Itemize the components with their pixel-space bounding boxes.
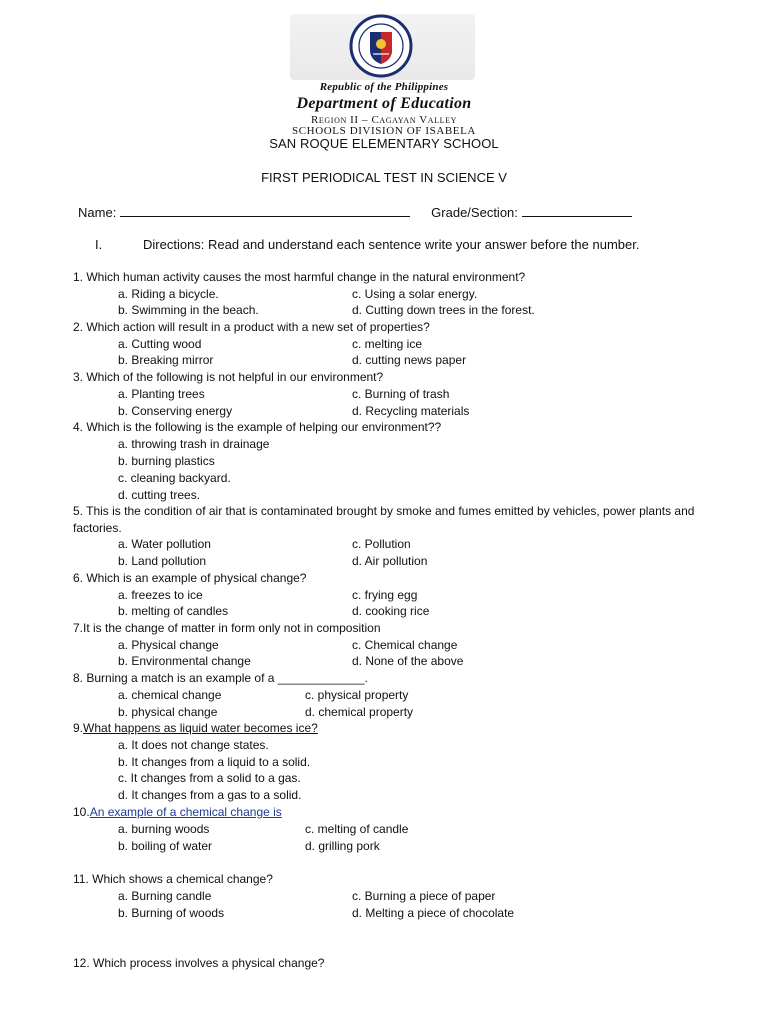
option: d. cutting trees. — [118, 488, 201, 502]
region-line: Region II – Cagayan Valley — [311, 114, 457, 126]
option: d. Melting a piece of chocolate — [352, 906, 515, 920]
school-name: SAN ROQUE ELEMENTARY SCHOOL — [269, 136, 499, 151]
option: d. cooking rice — [352, 604, 430, 618]
question-7: 7.It is the change of matter in form only not in composition — [73, 621, 381, 635]
question-9 — [73, 721, 318, 735]
question-9-text: What happens as liquid water becomes ice? — [83, 721, 318, 735]
question-8: 8. Burning a match is an example of a _____________. — [73, 671, 368, 685]
question-number: 9. — [73, 721, 84, 735]
test-title: FIRST PERIODICAL TEST IN SCIENCE V — [261, 170, 507, 185]
option: b. physical change — [118, 705, 218, 719]
option: a. It does not change states. — [118, 738, 269, 752]
deped-seal-icon — [333, 14, 429, 78]
option: b. Land pollution — [118, 554, 207, 568]
option: d. cutting news paper — [352, 353, 467, 367]
question-2: 2. Which action will result in a product with a new set of properties? — [73, 320, 430, 334]
division-line: SCHOOLS DIVISION OF ISABELA — [292, 125, 476, 137]
option: b. It changes from a liquid to a solid. — [118, 755, 311, 769]
option: d. Recycling materials — [352, 404, 470, 418]
question-12: 12. Which process involves a physical change? — [73, 956, 325, 970]
republic-line: Republic of the Philippines — [319, 81, 449, 93]
option: a. Physical change — [118, 638, 219, 652]
option: c. Burning of trash — [352, 387, 450, 401]
option: d. grilling pork — [305, 839, 380, 853]
question-1: 1. Which human activity causes the most harmful change in the natural environment? — [73, 270, 526, 284]
name-blank[interactable] — [120, 204, 410, 217]
option: b. burning plastics — [118, 454, 215, 468]
question-3: 3. Which of the following is not helpful in our environment? — [73, 370, 384, 384]
question-10-link[interactable]: An example of a chemical change is — [89, 805, 282, 819]
grade-blank[interactable] — [522, 204, 632, 217]
directions-text: Directions: Read and understand each sentence write your answer before the number. — [143, 237, 640, 252]
option: c. Burning a piece of paper — [352, 889, 496, 903]
option: a. Riding a bicycle. — [118, 287, 219, 301]
option: a. chemical change — [118, 688, 222, 702]
option: b. Environmental change — [118, 654, 251, 668]
grade-label: Grade/Section — [431, 205, 515, 220]
option: d. None of the above — [352, 654, 464, 668]
directions — [95, 237, 639, 252]
option: d. Air pollution — [352, 554, 428, 568]
option: c. Using a solar energy. — [352, 287, 478, 301]
option: c. melting of candle — [305, 822, 409, 836]
option: c. cleaning backyard. — [118, 471, 231, 485]
option: d. Cutting down trees in the forest. — [352, 303, 535, 317]
option: a. throwing trash in drainage — [118, 437, 270, 451]
option: a. Water pollution — [118, 537, 211, 551]
option: a. freezes to ice — [118, 588, 203, 602]
name-grade-row: Name: Grade/Section: — [78, 204, 632, 220]
option: b. Breaking mirror — [118, 353, 214, 367]
section-roman: I. — [95, 237, 103, 252]
question-5-continued: factories. — [73, 521, 122, 535]
option: a. burning woods — [118, 822, 210, 836]
question-11: 11. Which shows a chemical change? — [73, 872, 273, 886]
name-label: Name — [78, 205, 113, 220]
option: b. Swimming in the beach. — [118, 303, 259, 317]
option: c. Pollution — [352, 537, 411, 551]
option: c. It changes from a solid to a gas. — [118, 771, 301, 785]
option: b. melting of candles — [118, 604, 229, 618]
option: c. physical property — [305, 688, 409, 702]
option: a. Planting trees — [118, 387, 205, 401]
department-title: Department of Education — [296, 95, 472, 112]
option: c. Chemical change — [352, 638, 458, 652]
option: d. It changes from a gas to a solid. — [118, 788, 302, 802]
question-5: 5. This is the condition of air that is contaminated brought by smoke and fumes emitted by vehicles, power plants and — [73, 504, 695, 518]
question-number: 10. — [73, 805, 90, 819]
question-4: 4. Which is the following is the example of helping our environment?? — [73, 420, 442, 434]
option: a. Cutting wood — [118, 337, 202, 351]
option: c. frying egg — [352, 588, 418, 602]
option: b. Burning of woods — [118, 906, 225, 920]
option: b. Conserving energy — [118, 404, 233, 418]
option: a. Burning candle — [118, 889, 212, 903]
question-10 — [73, 805, 282, 819]
option: d. chemical property — [305, 705, 414, 719]
question-6: 6. Which is an example of physical change? — [73, 571, 307, 585]
option: c. melting ice — [352, 337, 423, 351]
option: b. boiling of water — [118, 839, 213, 853]
